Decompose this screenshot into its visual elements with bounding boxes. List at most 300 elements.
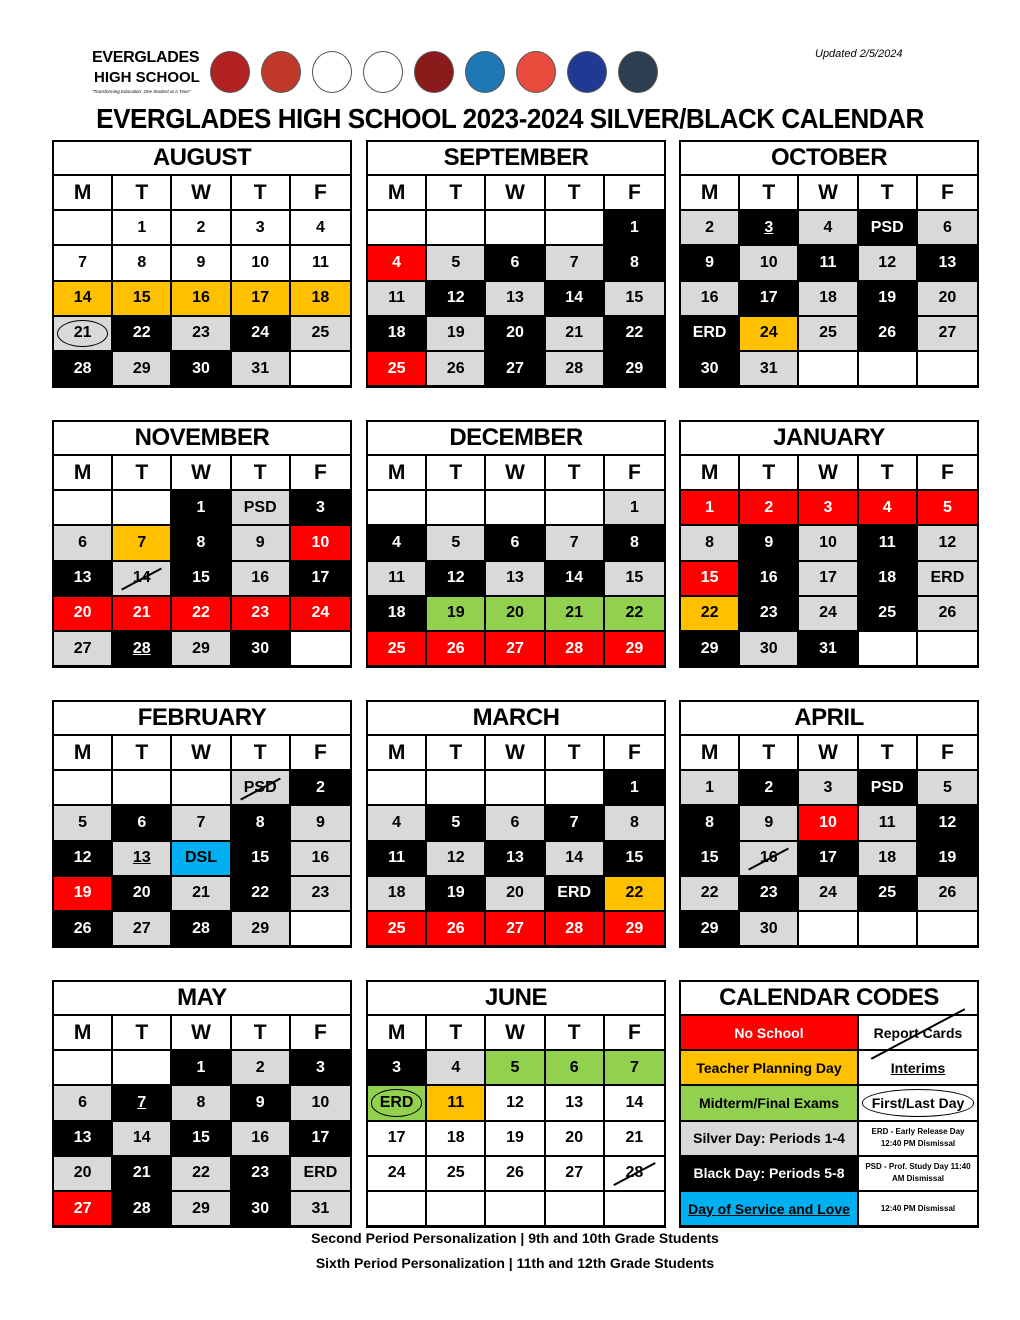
code-item: Midterm/Final Exams bbox=[681, 1086, 859, 1121]
day-cell: 15 bbox=[605, 842, 664, 877]
day-cell: 4 bbox=[291, 211, 350, 246]
day-cell: 27 bbox=[486, 352, 545, 387]
code-item: ERD - Early Release Day 12:40 PM Dismissal bbox=[859, 1122, 977, 1157]
day-cell: 19 bbox=[54, 877, 113, 912]
code-item: Silver Day: Periods 1-4 bbox=[681, 1122, 859, 1157]
weekday-header: T bbox=[232, 456, 291, 491]
day-cell: 30 bbox=[740, 912, 799, 947]
day-cell: 11 bbox=[859, 806, 918, 841]
day-cell: 15 bbox=[172, 562, 231, 597]
day-cell: 9 bbox=[172, 246, 231, 281]
day-cell: 9 bbox=[740, 526, 799, 561]
day-cell: 21 bbox=[605, 1122, 664, 1157]
code-item: Report Cards bbox=[859, 1016, 977, 1051]
day-cell: 29 bbox=[232, 912, 291, 947]
day-cell: 22 bbox=[172, 1157, 231, 1192]
day-cell: 27 bbox=[486, 912, 545, 947]
day-cell: 8 bbox=[232, 806, 291, 841]
day-cell: 5 bbox=[918, 771, 977, 806]
day-cell: 6 bbox=[113, 806, 172, 841]
day-cell: 22 bbox=[232, 877, 291, 912]
weekday-header: F bbox=[291, 1016, 350, 1051]
day-cell bbox=[918, 352, 977, 387]
day-cell bbox=[113, 771, 172, 806]
day-cell: 19 bbox=[918, 842, 977, 877]
weekday-header: M bbox=[54, 176, 113, 211]
month-january bbox=[679, 420, 979, 668]
day-cell: PSD bbox=[232, 771, 291, 806]
day-cell: 17 bbox=[799, 842, 858, 877]
day-cell: 1 bbox=[605, 211, 664, 246]
day-cell: 2 bbox=[232, 1051, 291, 1086]
day-cell: 6 bbox=[54, 526, 113, 561]
month-title: MARCH bbox=[368, 702, 664, 736]
day-cell: 20 bbox=[486, 317, 545, 352]
weekday-header: T bbox=[740, 176, 799, 211]
day-cell bbox=[172, 771, 231, 806]
day-cell: 28 bbox=[113, 632, 172, 667]
day-cell: 4 bbox=[368, 246, 427, 281]
day-cell: 4 bbox=[859, 491, 918, 526]
month-title: OCTOBER bbox=[681, 142, 977, 176]
day-cell: 3 bbox=[368, 1051, 427, 1086]
code-item: Day of Service and Love bbox=[681, 1192, 859, 1227]
day-cell: 21 bbox=[546, 597, 605, 632]
day-cell: 28 bbox=[605, 1157, 664, 1192]
day-cell bbox=[113, 1051, 172, 1086]
day-cell: 9 bbox=[740, 806, 799, 841]
day-cell: 16 bbox=[232, 1122, 291, 1157]
day-cell: 23 bbox=[740, 597, 799, 632]
day-cell: 11 bbox=[368, 842, 427, 877]
school-tagline: "Transforming Education: One Student at A Time" bbox=[92, 89, 191, 94]
weekday-header: M bbox=[368, 1016, 427, 1051]
day-cell: 14 bbox=[54, 282, 113, 317]
weekday-header: W bbox=[486, 1016, 545, 1051]
month-november bbox=[52, 420, 352, 668]
month-title: DECEMBER bbox=[368, 422, 664, 456]
day-cell: 11 bbox=[291, 246, 350, 281]
day-cell: 12 bbox=[918, 806, 977, 841]
day-cell: 7 bbox=[172, 806, 231, 841]
day-cell: 13 bbox=[54, 562, 113, 597]
day-cell: 20 bbox=[918, 282, 977, 317]
day-cell: 15 bbox=[605, 282, 664, 317]
day-cell: 10 bbox=[232, 246, 291, 281]
day-cell: 1 bbox=[172, 1051, 231, 1086]
day-cell: 10 bbox=[740, 246, 799, 281]
day-cell: 2 bbox=[740, 771, 799, 806]
day-cell: 17 bbox=[291, 1122, 350, 1157]
weekday-header: T bbox=[546, 176, 605, 211]
calendar-codes bbox=[679, 980, 979, 1228]
day-cell: 3 bbox=[799, 491, 858, 526]
day-cell: 10 bbox=[799, 806, 858, 841]
day-cell: 13 bbox=[486, 562, 545, 597]
fbi-logo bbox=[567, 51, 607, 93]
day-cell: 12 bbox=[486, 1086, 545, 1121]
day-cell: 21 bbox=[172, 877, 231, 912]
day-cell: 14 bbox=[546, 562, 605, 597]
day-cell: 25 bbox=[427, 1157, 486, 1192]
day-cell: 4 bbox=[427, 1051, 486, 1086]
day-cell bbox=[859, 352, 918, 387]
day-cell bbox=[546, 1192, 605, 1227]
day-cell: 25 bbox=[368, 912, 427, 947]
day-cell: 19 bbox=[427, 597, 486, 632]
weekday-header: T bbox=[427, 456, 486, 491]
day-cell: 13 bbox=[918, 246, 977, 281]
day-cell: 3 bbox=[291, 491, 350, 526]
day-cell: ERD bbox=[368, 1086, 427, 1121]
day-cell: 30 bbox=[740, 632, 799, 667]
day-cell: 6 bbox=[486, 246, 545, 281]
day-cell: 29 bbox=[172, 632, 231, 667]
day-cell: 17 bbox=[799, 562, 858, 597]
day-cell: 20 bbox=[486, 597, 545, 632]
weekday-header: F bbox=[605, 1016, 664, 1051]
day-cell: 31 bbox=[740, 352, 799, 387]
day-cell: 16 bbox=[740, 842, 799, 877]
day-cell: 24 bbox=[291, 597, 350, 632]
weekday-header: F bbox=[918, 176, 977, 211]
day-cell: 9 bbox=[291, 806, 350, 841]
day-cell: 29 bbox=[113, 352, 172, 387]
weekday-header: F bbox=[291, 736, 350, 771]
code-item: 12:40 PM Dismissal bbox=[859, 1192, 977, 1227]
day-cell: 13 bbox=[546, 1086, 605, 1121]
day-cell: 1 bbox=[681, 491, 740, 526]
day-cell: 26 bbox=[427, 912, 486, 947]
day-cell: 10 bbox=[799, 526, 858, 561]
day-cell: 12 bbox=[859, 246, 918, 281]
day-cell bbox=[486, 211, 545, 246]
day-cell: PSD bbox=[859, 211, 918, 246]
day-cell: 8 bbox=[172, 1086, 231, 1121]
weekday-header: W bbox=[486, 456, 545, 491]
day-cell: 5 bbox=[54, 806, 113, 841]
day-cell: 28 bbox=[546, 352, 605, 387]
day-cell: 27 bbox=[54, 1192, 113, 1227]
jrotc-logo bbox=[516, 51, 556, 93]
day-cell: 8 bbox=[681, 806, 740, 841]
day-cell: 17 bbox=[291, 562, 350, 597]
day-cell: 30 bbox=[232, 1192, 291, 1227]
day-cell: 25 bbox=[859, 597, 918, 632]
weekday-header: T bbox=[740, 736, 799, 771]
day-cell bbox=[291, 352, 350, 387]
day-cell: 11 bbox=[799, 246, 858, 281]
day-cell: PSD bbox=[232, 491, 291, 526]
weekday-header: T bbox=[232, 1016, 291, 1051]
day-cell: 3 bbox=[232, 211, 291, 246]
day-cell: 6 bbox=[546, 1051, 605, 1086]
day-cell: 29 bbox=[681, 632, 740, 667]
day-cell: 12 bbox=[427, 282, 486, 317]
day-cell: 15 bbox=[172, 1122, 231, 1157]
month-june bbox=[366, 980, 666, 1228]
day-cell: 6 bbox=[486, 526, 545, 561]
day-cell bbox=[918, 632, 977, 667]
weekday-header: M bbox=[54, 456, 113, 491]
footer-line-2: Sixth Period Personalization | 11th and 12th Grade Students bbox=[315, 1255, 715, 1271]
day-cell: 21 bbox=[113, 1157, 172, 1192]
day-cell: 13 bbox=[486, 282, 545, 317]
day-cell: 7 bbox=[546, 526, 605, 561]
fire-academy-logo bbox=[210, 51, 250, 93]
day-cell: 19 bbox=[427, 877, 486, 912]
footer-line-1: Second Period Personalization | 9th and 10th Grade Students bbox=[311, 1230, 719, 1246]
day-cell: 29 bbox=[172, 1192, 231, 1227]
day-cell: 3 bbox=[291, 1051, 350, 1086]
weekday-header: T bbox=[859, 456, 918, 491]
day-cell: 8 bbox=[681, 526, 740, 561]
day-cell: 27 bbox=[546, 1157, 605, 1192]
day-cell: 27 bbox=[486, 632, 545, 667]
weekday-header: W bbox=[172, 1016, 231, 1051]
day-cell: 27 bbox=[113, 912, 172, 947]
day-cell: 26 bbox=[427, 632, 486, 667]
day-cell bbox=[486, 491, 545, 526]
day-cell: 17 bbox=[232, 282, 291, 317]
day-cell: 7 bbox=[546, 246, 605, 281]
day-cell: 22 bbox=[172, 597, 231, 632]
day-cell: 16 bbox=[291, 842, 350, 877]
weekday-header: T bbox=[232, 736, 291, 771]
day-cell bbox=[918, 912, 977, 947]
day-cell: 12 bbox=[427, 562, 486, 597]
engineering-logo bbox=[261, 51, 301, 93]
month-august bbox=[52, 140, 352, 388]
day-cell: 8 bbox=[113, 246, 172, 281]
day-cell: 12 bbox=[427, 842, 486, 877]
weekday-header: F bbox=[291, 176, 350, 211]
page-title: EVERGLADES HIGH SCHOOL 2023-2024 SILVER/BLACK CALENDAR bbox=[96, 103, 924, 134]
day-cell bbox=[427, 491, 486, 526]
day-cell bbox=[605, 1192, 664, 1227]
day-cell: ERD bbox=[918, 562, 977, 597]
weekday-header: F bbox=[605, 736, 664, 771]
day-cell: 26 bbox=[486, 1157, 545, 1192]
day-cell: 11 bbox=[368, 562, 427, 597]
day-cell: 18 bbox=[368, 877, 427, 912]
weekday-header: T bbox=[546, 736, 605, 771]
day-cell: 4 bbox=[368, 806, 427, 841]
day-cell: 26 bbox=[918, 877, 977, 912]
month-october bbox=[679, 140, 979, 388]
day-cell: 2 bbox=[681, 211, 740, 246]
day-cell: 18 bbox=[859, 562, 918, 597]
day-cell: 20 bbox=[113, 877, 172, 912]
day-cell: 27 bbox=[54, 632, 113, 667]
day-cell: 22 bbox=[605, 877, 664, 912]
day-cell: 20 bbox=[54, 597, 113, 632]
day-cell bbox=[291, 632, 350, 667]
day-cell: 7 bbox=[113, 1086, 172, 1121]
day-cell: 14 bbox=[113, 1122, 172, 1157]
weekday-header: W bbox=[799, 176, 858, 211]
day-cell: 6 bbox=[54, 1086, 113, 1121]
day-cell: 8 bbox=[605, 246, 664, 281]
day-cell: 15 bbox=[113, 282, 172, 317]
month-title: FEBRUARY bbox=[54, 702, 350, 736]
weekday-header: F bbox=[918, 736, 977, 771]
weekday-header: T bbox=[113, 1016, 172, 1051]
day-cell bbox=[427, 211, 486, 246]
school-name-line1: EVERGLADES bbox=[92, 49, 200, 66]
weekday-header: T bbox=[232, 176, 291, 211]
day-cell: 2 bbox=[172, 211, 231, 246]
day-cell: 16 bbox=[172, 282, 231, 317]
day-cell: 18 bbox=[799, 282, 858, 317]
weekday-header: T bbox=[113, 176, 172, 211]
day-cell: 25 bbox=[799, 317, 858, 352]
day-cell: 13 bbox=[54, 1122, 113, 1157]
day-cell: 23 bbox=[232, 597, 291, 632]
day-cell: 16 bbox=[740, 562, 799, 597]
life-skills-logo bbox=[312, 51, 352, 93]
day-cell: 22 bbox=[681, 597, 740, 632]
day-cell: 15 bbox=[681, 842, 740, 877]
day-cell: 7 bbox=[113, 526, 172, 561]
day-cell: 11 bbox=[427, 1086, 486, 1121]
weekday-header: M bbox=[681, 456, 740, 491]
day-cell: 7 bbox=[546, 806, 605, 841]
day-cell: 28 bbox=[172, 912, 231, 947]
day-cell: 26 bbox=[918, 597, 977, 632]
day-cell: 15 bbox=[232, 842, 291, 877]
day-cell bbox=[54, 771, 113, 806]
day-cell: 1 bbox=[605, 771, 664, 806]
day-cell: 14 bbox=[605, 1086, 664, 1121]
weekday-header: T bbox=[427, 1016, 486, 1051]
day-cell: 9 bbox=[681, 246, 740, 281]
day-cell: ERD bbox=[681, 317, 740, 352]
day-cell: 2 bbox=[291, 771, 350, 806]
day-cell: 20 bbox=[486, 877, 545, 912]
month-march bbox=[366, 700, 666, 948]
day-cell: 26 bbox=[54, 912, 113, 947]
weekday-header: T bbox=[546, 1016, 605, 1051]
day-cell bbox=[368, 1192, 427, 1227]
weekday-header: W bbox=[486, 176, 545, 211]
weekday-header: W bbox=[172, 176, 231, 211]
day-cell: 31 bbox=[291, 1192, 350, 1227]
day-cell: 14 bbox=[546, 842, 605, 877]
day-cell: 24 bbox=[799, 597, 858, 632]
codes-title: CALENDAR CODES bbox=[681, 982, 977, 1016]
day-cell: 29 bbox=[605, 912, 664, 947]
day-cell: 1 bbox=[172, 491, 231, 526]
day-cell: 27 bbox=[918, 317, 977, 352]
day-cell bbox=[799, 912, 858, 947]
day-cell: 24 bbox=[368, 1157, 427, 1192]
month-september bbox=[366, 140, 666, 388]
weekday-header: M bbox=[681, 736, 740, 771]
day-cell: 8 bbox=[605, 526, 664, 561]
day-cell: 18 bbox=[368, 317, 427, 352]
day-cell: 2 bbox=[740, 491, 799, 526]
day-cell: 30 bbox=[681, 352, 740, 387]
weekday-header: M bbox=[368, 456, 427, 491]
school-logo bbox=[92, 45, 200, 99]
day-cell: 28 bbox=[54, 352, 113, 387]
weekday-header: M bbox=[368, 736, 427, 771]
day-cell bbox=[859, 912, 918, 947]
day-cell: 19 bbox=[859, 282, 918, 317]
day-cell: 17 bbox=[368, 1122, 427, 1157]
weekday-header: T bbox=[427, 176, 486, 211]
day-cell: 19 bbox=[486, 1122, 545, 1157]
day-cell: 4 bbox=[799, 211, 858, 246]
day-cell: PSD bbox=[859, 771, 918, 806]
month-title: SEPTEMBER bbox=[368, 142, 664, 176]
day-cell: 15 bbox=[605, 562, 664, 597]
day-cell: 12 bbox=[54, 842, 113, 877]
day-cell: ERD bbox=[291, 1157, 350, 1192]
day-cell: 31 bbox=[232, 352, 291, 387]
cyber-logo bbox=[618, 51, 658, 93]
day-cell: 3 bbox=[799, 771, 858, 806]
month-title: MAY bbox=[54, 982, 350, 1016]
computer-science-logo bbox=[465, 51, 505, 93]
day-cell bbox=[368, 211, 427, 246]
day-cell: 20 bbox=[54, 1157, 113, 1192]
day-cell: 8 bbox=[605, 806, 664, 841]
weekday-header: M bbox=[368, 176, 427, 211]
day-cell: 24 bbox=[232, 317, 291, 352]
code-item: PSD - Prof. Study Day 11:40 AM Dismissal bbox=[859, 1157, 977, 1192]
day-cell bbox=[546, 771, 605, 806]
day-cell bbox=[427, 1192, 486, 1227]
day-cell bbox=[113, 491, 172, 526]
code-item: First/Last Day bbox=[859, 1086, 977, 1121]
cambridge-logo bbox=[414, 51, 454, 93]
code-item: No School bbox=[681, 1016, 859, 1051]
day-cell: 29 bbox=[681, 912, 740, 947]
weekday-header: F bbox=[605, 456, 664, 491]
month-title: AUGUST bbox=[54, 142, 350, 176]
weekday-header: F bbox=[918, 456, 977, 491]
day-cell: 29 bbox=[605, 352, 664, 387]
day-cell: 5 bbox=[427, 246, 486, 281]
day-cell: 13 bbox=[486, 842, 545, 877]
weekday-header: T bbox=[546, 456, 605, 491]
day-cell: 11 bbox=[859, 526, 918, 561]
weekday-header: W bbox=[799, 736, 858, 771]
day-cell: 23 bbox=[172, 317, 231, 352]
day-cell bbox=[54, 1051, 113, 1086]
code-item: Teacher Planning Day bbox=[681, 1051, 859, 1086]
day-cell: ERD bbox=[546, 877, 605, 912]
day-cell: 18 bbox=[859, 842, 918, 877]
weekday-header: T bbox=[427, 736, 486, 771]
weekday-header: T bbox=[740, 456, 799, 491]
day-cell: 28 bbox=[113, 1192, 172, 1227]
day-cell: 28 bbox=[546, 912, 605, 947]
day-cell: 5 bbox=[486, 1051, 545, 1086]
weekday-header: M bbox=[681, 176, 740, 211]
weekday-header: T bbox=[859, 736, 918, 771]
day-cell: 26 bbox=[427, 352, 486, 387]
month-december bbox=[366, 420, 666, 668]
code-item: Black Day: Periods 5-8 bbox=[681, 1157, 859, 1192]
day-cell: 8 bbox=[172, 526, 231, 561]
day-cell bbox=[368, 491, 427, 526]
day-cell bbox=[368, 771, 427, 806]
day-cell: 3 bbox=[740, 211, 799, 246]
day-cell: 20 bbox=[546, 1122, 605, 1157]
